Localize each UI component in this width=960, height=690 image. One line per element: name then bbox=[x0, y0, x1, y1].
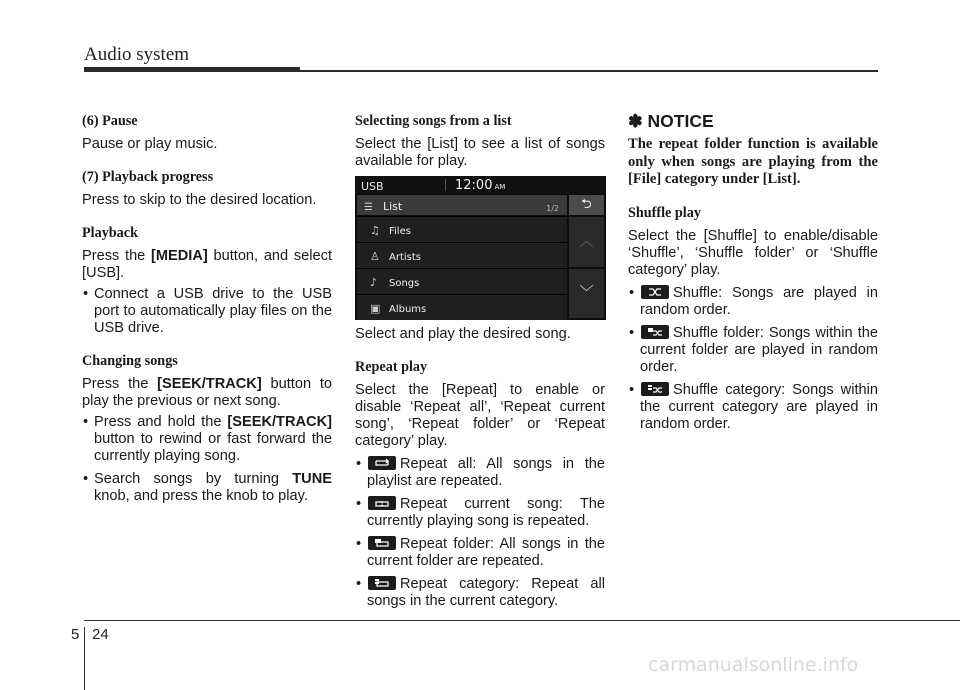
list-item-label: Artists bbox=[389, 252, 421, 263]
usb-list-screenshot bbox=[355, 176, 606, 320]
screen-caption: Select and play the desired song. bbox=[355, 326, 571, 342]
list-item: • Shuffle: Songs are played in random order. bbox=[628, 285, 878, 319]
screen-status-bar bbox=[355, 176, 606, 194]
music-note-icon: ♫ bbox=[370, 224, 380, 237]
repeat-song-icon bbox=[368, 496, 396, 510]
header-rule-thick bbox=[84, 67, 300, 72]
shuffle-heading: Shuffle play bbox=[628, 204, 701, 221]
svg-text:1: • 1 bbox=[380, 500, 384, 508]
footer-rule bbox=[84, 620, 960, 621]
scroll-up-button[interactable] bbox=[569, 217, 604, 267]
list-item: • Search songs by turning TUNE knob, and press the knob to play. bbox=[82, 471, 332, 505]
chapter-number: 5 bbox=[71, 626, 80, 643]
changing-bullets bbox=[82, 414, 332, 505]
column-middle bbox=[355, 113, 605, 626]
playback-text: Press the [MEDIA] button, and select [USB]. bbox=[82, 248, 332, 281]
chevron-down-icon: ﹀ bbox=[579, 285, 594, 301]
list-item: • Press and hold the [SEEK/TRACK] button to rewind or fast forward the currently playing song. bbox=[82, 414, 332, 465]
shuffle-text: Select the [Shuffle] to enable/disable ‘Shuffle’, ‘Shuffle folder’ or ‘Shuffle category’ play. bbox=[628, 227, 878, 278]
repeat-category-icon bbox=[368, 576, 396, 590]
source-label: USB bbox=[361, 180, 384, 193]
status-divider bbox=[445, 179, 446, 191]
repeat-bullets bbox=[355, 456, 605, 610]
repeat-heading: Repeat play bbox=[355, 359, 428, 375]
person-icon: ♙ bbox=[370, 250, 380, 263]
list-text: Select the [List] to see a list of songs available for play. bbox=[355, 136, 605, 169]
pause-text: Pause or play music. bbox=[82, 136, 218, 152]
playback-bullets bbox=[82, 286, 332, 337]
album-icon: ▣ bbox=[370, 302, 381, 315]
progress-text: Press to skip to the desired location. bbox=[82, 192, 317, 208]
notice-title: ✽ NOTICE bbox=[628, 111, 714, 131]
notice-text: The repeat folder function is available only when songs are playing from the [File] category under [List]. bbox=[628, 136, 878, 187]
pause-heading: (6) Pause bbox=[82, 113, 138, 129]
list-item-label: Files bbox=[389, 226, 411, 237]
list-item-songs[interactable] bbox=[357, 268, 567, 294]
shuffle-icon bbox=[641, 285, 669, 299]
list-item: • 1 Repeat current song: The currently playing song is repeated. bbox=[355, 496, 605, 530]
column-left bbox=[82, 113, 332, 521]
changing-text: Press the [SEEK/TRACK] button to play the previous or next song. bbox=[82, 376, 332, 409]
shuffle-folder-icon bbox=[641, 325, 669, 339]
repeat-folder-icon bbox=[368, 536, 396, 550]
chevron-up-icon: ︿ bbox=[579, 234, 594, 250]
progress-heading: (7) Playback progress bbox=[82, 169, 214, 185]
page-indicator: 1/2 bbox=[546, 204, 559, 213]
back-button[interactable] bbox=[569, 195, 604, 215]
scroll-down-button[interactable] bbox=[569, 269, 604, 318]
list-item: • Repeat folder: All songs in the current folder are repeated. bbox=[355, 536, 605, 570]
seek-track-key: [SEEK/TRACK] bbox=[157, 376, 262, 392]
list-item-label: Albums bbox=[389, 304, 427, 315]
list-item-albums[interactable] bbox=[357, 294, 567, 320]
shuffle-bullets bbox=[628, 285, 878, 433]
column-right bbox=[628, 113, 878, 449]
list-item: • Repeat all: All songs in the playlist are repeated. bbox=[355, 456, 605, 490]
playback-heading: Playback bbox=[82, 225, 138, 241]
list-icon: ☰ bbox=[364, 202, 373, 213]
list-item: • Connect a USB drive to the USB port to automatically play files on the USB drive. bbox=[82, 286, 332, 337]
list-item-files[interactable] bbox=[357, 216, 567, 242]
song-icon: ♪ bbox=[370, 276, 378, 289]
list-item: • Repeat category: Repeat all songs in the current category. bbox=[355, 576, 605, 610]
shuffle-category-icon bbox=[641, 382, 669, 396]
repeat-all-icon bbox=[368, 456, 396, 470]
list-item-artists[interactable] bbox=[357, 242, 567, 268]
back-icon: ⮌ bbox=[581, 197, 592, 212]
list-title: List bbox=[383, 200, 403, 213]
clock: 12:00 AM bbox=[455, 178, 506, 193]
list-item: • Shuffle category: Songs within the current category are played in random order. bbox=[628, 382, 878, 433]
page-header-title: Audio system bbox=[84, 44, 190, 65]
watermark: carmanualsonline.info bbox=[648, 654, 859, 676]
list-title-bar bbox=[357, 195, 567, 215]
list-item: • Shuffle folder: Songs within the current folder are played in random order. bbox=[628, 325, 878, 376]
list-item-label: Songs bbox=[389, 278, 420, 289]
repeat-text: Select the [Repeat] to enable or disable ‘Repeat all’, ‘Repeat current song’, ‘Repeat folder’ or ‘Repeat category’ play. bbox=[355, 382, 605, 449]
header-rule-thin bbox=[300, 70, 878, 72]
page-number: 24 bbox=[92, 626, 109, 643]
media-key: [MEDIA] bbox=[151, 248, 208, 264]
list-heading: Selecting songs from a list bbox=[355, 113, 512, 129]
footer-divider bbox=[84, 627, 85, 690]
changing-heading: Changing songs bbox=[82, 353, 178, 369]
